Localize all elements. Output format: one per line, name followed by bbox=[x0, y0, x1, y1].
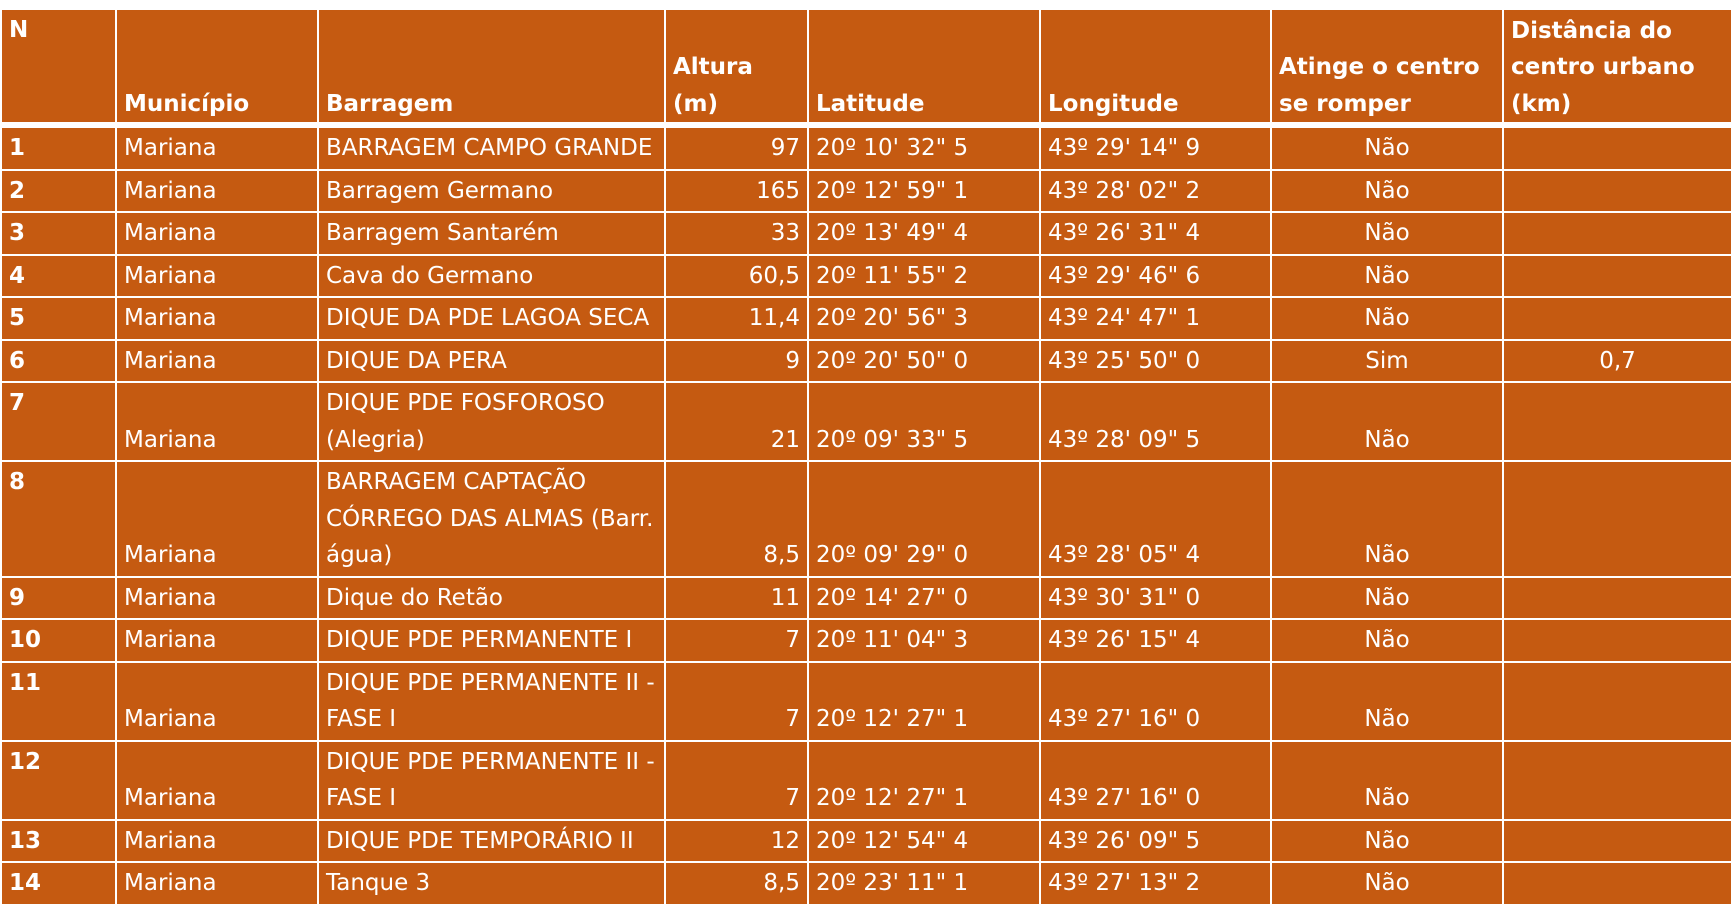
cell-atinge: Não bbox=[1271, 577, 1503, 620]
cell-latitude: 20º 09' 29" 0 bbox=[808, 461, 1040, 577]
cell-longitude: 43º 30' 31" 0 bbox=[1040, 577, 1271, 620]
cell-barragem: Cava do Germano bbox=[318, 255, 665, 298]
cell-latitude: 20º 12' 27" 1 bbox=[808, 662, 1040, 741]
cell-altura: 8,5 bbox=[665, 862, 808, 905]
table-row bbox=[1, 212, 1731, 255]
cell-barragem: Barragem Santarém bbox=[318, 212, 665, 255]
cell-municipio: Mariana bbox=[116, 382, 318, 461]
cell-municipio: Mariana bbox=[116, 820, 318, 863]
cell-atinge: Não bbox=[1271, 461, 1503, 577]
cell-atinge: Não bbox=[1271, 741, 1503, 820]
cell-barragem: Tanque 3 bbox=[318, 862, 665, 905]
header-municipio: Município bbox=[116, 9, 318, 125]
cell-longitude: 43º 27' 13" 2 bbox=[1040, 862, 1271, 905]
cell-longitude: 43º 27' 16" 0 bbox=[1040, 741, 1271, 820]
cell-n: 5 bbox=[1, 297, 116, 340]
cell-latitude: 20º 12' 27" 1 bbox=[808, 741, 1040, 820]
cell-barragem: DIQUE DA PDE LAGOA SECA bbox=[318, 297, 665, 340]
cell-n: 1 bbox=[1, 125, 116, 170]
cell-atinge: Não bbox=[1271, 212, 1503, 255]
cell-altura: 33 bbox=[665, 212, 808, 255]
dam-table-container bbox=[0, 8, 1731, 906]
cell-longitude: 43º 29' 46" 6 bbox=[1040, 255, 1271, 298]
table-header-row bbox=[1, 9, 1731, 125]
cell-distancia bbox=[1503, 862, 1731, 905]
cell-latitude: 20º 20' 50" 0 bbox=[808, 340, 1040, 383]
cell-latitude: 20º 12' 59" 1 bbox=[808, 170, 1040, 213]
table-row bbox=[1, 741, 1731, 820]
cell-latitude: 20º 14' 27" 0 bbox=[808, 577, 1040, 620]
cell-barragem: DIQUE PDE PERMANENTE II - FASE I bbox=[318, 741, 665, 820]
cell-n: 7 bbox=[1, 382, 116, 461]
table-row bbox=[1, 382, 1731, 461]
cell-longitude: 43º 26' 15" 4 bbox=[1040, 619, 1271, 662]
cell-longitude: 43º 24' 47" 1 bbox=[1040, 297, 1271, 340]
cell-barragem: Dique do Retão bbox=[318, 577, 665, 620]
table-row bbox=[1, 662, 1731, 741]
cell-n: 4 bbox=[1, 255, 116, 298]
cell-longitude: 43º 27' 16" 0 bbox=[1040, 662, 1271, 741]
cell-distancia bbox=[1503, 820, 1731, 863]
cell-altura: 165 bbox=[665, 170, 808, 213]
cell-barragem: DIQUE PDE PERMANENTE II - FASE I bbox=[318, 662, 665, 741]
cell-distancia bbox=[1503, 212, 1731, 255]
cell-latitude: 20º 13' 49" 4 bbox=[808, 212, 1040, 255]
cell-n: 3 bbox=[1, 212, 116, 255]
cell-latitude: 20º 10' 32" 5 bbox=[808, 125, 1040, 170]
table-row bbox=[1, 340, 1731, 383]
cell-distancia bbox=[1503, 662, 1731, 741]
table-row bbox=[1, 820, 1731, 863]
header-distancia: Distância do centro urbano (km) bbox=[1503, 9, 1731, 125]
cell-n: 14 bbox=[1, 862, 116, 905]
cell-municipio: Mariana bbox=[116, 255, 318, 298]
cell-atinge: Não bbox=[1271, 820, 1503, 863]
cell-n: 9 bbox=[1, 577, 116, 620]
cell-distancia bbox=[1503, 170, 1731, 213]
cell-altura: 97 bbox=[665, 125, 808, 170]
cell-barragem: BARRAGEM CAMPO GRANDE bbox=[318, 125, 665, 170]
cell-n: 2 bbox=[1, 170, 116, 213]
cell-atinge: Não bbox=[1271, 170, 1503, 213]
cell-altura: 9 bbox=[665, 340, 808, 383]
table-row bbox=[1, 577, 1731, 620]
cell-atinge: Não bbox=[1271, 662, 1503, 741]
table-row bbox=[1, 461, 1731, 577]
cell-altura: 60,5 bbox=[665, 255, 808, 298]
cell-municipio: Mariana bbox=[116, 340, 318, 383]
table-row bbox=[1, 619, 1731, 662]
cell-municipio: Mariana bbox=[116, 461, 318, 577]
cell-municipio: Mariana bbox=[116, 297, 318, 340]
header-barragem: Barragem bbox=[318, 9, 665, 125]
table-row bbox=[1, 170, 1731, 213]
cell-n: 6 bbox=[1, 340, 116, 383]
cell-latitude: 20º 20' 56" 3 bbox=[808, 297, 1040, 340]
cell-altura: 21 bbox=[665, 382, 808, 461]
cell-longitude: 43º 29' 14" 9 bbox=[1040, 125, 1271, 170]
cell-distancia: 0,7 bbox=[1503, 340, 1731, 383]
cell-longitude: 43º 28' 05" 4 bbox=[1040, 461, 1271, 577]
cell-barragem: DIQUE PDE TEMPORÁRIO II bbox=[318, 820, 665, 863]
cell-altura: 11,4 bbox=[665, 297, 808, 340]
cell-atinge: Sim bbox=[1271, 340, 1503, 383]
cell-n: 11 bbox=[1, 662, 116, 741]
table-row bbox=[1, 862, 1731, 905]
table-row bbox=[1, 255, 1731, 298]
cell-distancia bbox=[1503, 382, 1731, 461]
cell-atinge: Não bbox=[1271, 297, 1503, 340]
table-row bbox=[1, 125, 1731, 170]
cell-longitude: 43º 28' 09" 5 bbox=[1040, 382, 1271, 461]
header-n: N bbox=[1, 9, 116, 125]
table-row bbox=[1, 297, 1731, 340]
header-latitude: Latitude bbox=[808, 9, 1040, 125]
cell-atinge: Não bbox=[1271, 255, 1503, 298]
cell-n: 10 bbox=[1, 619, 116, 662]
cell-municipio: Mariana bbox=[116, 741, 318, 820]
cell-municipio: Mariana bbox=[116, 577, 318, 620]
cell-longitude: 43º 28' 02" 2 bbox=[1040, 170, 1271, 213]
cell-barragem: Barragem Germano bbox=[318, 170, 665, 213]
cell-latitude: 20º 11' 55" 2 bbox=[808, 255, 1040, 298]
cell-altura: 7 bbox=[665, 619, 808, 662]
cell-barragem: DIQUE PDE FOSFOROSO (Alegria) bbox=[318, 382, 665, 461]
table-body bbox=[1, 125, 1731, 905]
cell-atinge: Não bbox=[1271, 619, 1503, 662]
cell-municipio: Mariana bbox=[116, 212, 318, 255]
cell-altura: 7 bbox=[665, 741, 808, 820]
cell-latitude: 20º 11' 04" 3 bbox=[808, 619, 1040, 662]
cell-altura: 11 bbox=[665, 577, 808, 620]
cell-distancia bbox=[1503, 125, 1731, 170]
cell-municipio: Mariana bbox=[116, 862, 318, 905]
cell-municipio: Mariana bbox=[116, 619, 318, 662]
cell-altura: 7 bbox=[665, 662, 808, 741]
cell-latitude: 20º 12' 54" 4 bbox=[808, 820, 1040, 863]
cell-barragem: DIQUE PDE PERMANENTE I bbox=[318, 619, 665, 662]
cell-longitude: 43º 26' 31" 4 bbox=[1040, 212, 1271, 255]
header-longitude: Longitude bbox=[1040, 9, 1271, 125]
cell-distancia bbox=[1503, 255, 1731, 298]
cell-distancia bbox=[1503, 461, 1731, 577]
cell-municipio: Mariana bbox=[116, 170, 318, 213]
cell-distancia bbox=[1503, 297, 1731, 340]
cell-longitude: 43º 25' 50" 0 bbox=[1040, 340, 1271, 383]
cell-altura: 8,5 bbox=[665, 461, 808, 577]
cell-barragem: BARRAGEM CAPTAÇÃO CÓRREGO DAS ALMAS (Barr. água) bbox=[318, 461, 665, 577]
cell-barragem: DIQUE DA PERA bbox=[318, 340, 665, 383]
header-atinge: Atinge o centro se romper bbox=[1271, 9, 1503, 125]
header-altura: Altura (m) bbox=[665, 9, 808, 125]
cell-distancia bbox=[1503, 577, 1731, 620]
cell-latitude: 20º 23' 11" 1 bbox=[808, 862, 1040, 905]
cell-atinge: Não bbox=[1271, 125, 1503, 170]
cell-atinge: Não bbox=[1271, 382, 1503, 461]
cell-atinge: Não bbox=[1271, 862, 1503, 905]
cell-distancia bbox=[1503, 741, 1731, 820]
cell-n: 13 bbox=[1, 820, 116, 863]
cell-n: 12 bbox=[1, 741, 116, 820]
cell-latitude: 20º 09' 33" 5 bbox=[808, 382, 1040, 461]
cell-municipio: Mariana bbox=[116, 125, 318, 170]
cell-n: 8 bbox=[1, 461, 116, 577]
cell-municipio: Mariana bbox=[116, 662, 318, 741]
cell-altura: 12 bbox=[665, 820, 808, 863]
cell-longitude: 43º 26' 09" 5 bbox=[1040, 820, 1271, 863]
dam-table bbox=[0, 8, 1731, 906]
cell-distancia bbox=[1503, 619, 1731, 662]
